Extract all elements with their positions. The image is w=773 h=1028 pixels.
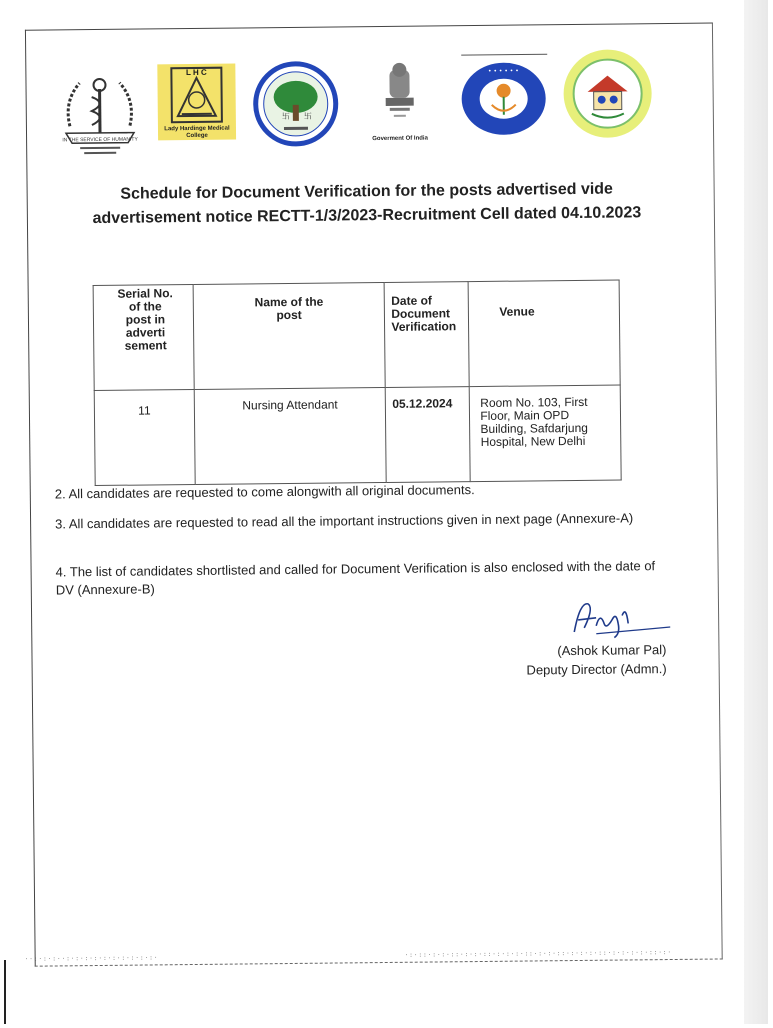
- svg-text:IN THE SERVICE OF HUMANITY: IN THE SERVICE OF HUMANITY: [62, 137, 138, 144]
- svg-text:卐: 卐: [282, 112, 290, 121]
- header-post-name: Name of the post: [193, 282, 386, 389]
- svg-text:• • • • • •: • • • • • •: [488, 68, 519, 75]
- scan-artifact: ·:·::·:·:·::·:·:·::·:·:·:·::·:·:·::·:·:·:·::·:·:·:·:·::·:·: [405, 949, 705, 962]
- header-venue: Venue: [468, 280, 620, 387]
- lhmc-caption: Lady Hardinge Medical College: [158, 126, 236, 141]
- scan-edge-mark: [4, 960, 6, 1024]
- header-dv-date: Date of Document Verification: [385, 282, 470, 388]
- title-line-1: Schedule for Document Verification for the posts advertised vide: [57, 177, 677, 207]
- signatory-designation: Deputy Director (Admn.): [472, 659, 667, 680]
- note-4: 4. The list of candidates shortlisted and called for Document Verification is also enclosed with the date of DV (Annexure-B): [56, 557, 666, 599]
- signatory-name: (Ashok Kumar Pal): [471, 640, 666, 661]
- scan-edge: [744, 0, 768, 1024]
- india-emblem-caption: Goverment Of India: [354, 135, 446, 143]
- lhmc-logo-icon: [157, 64, 236, 141]
- cell-serial: 11: [94, 389, 195, 485]
- note-2: 2. All candidates are requested to come alongwith all original documents.: [55, 479, 665, 503]
- cell-post-name: Nursing Attendant: [194, 387, 386, 484]
- rhtc-logo-icon: [561, 47, 654, 140]
- svg-text:卐: 卐: [304, 112, 312, 121]
- cell-venue: Room No. 103, First Floor, Main OPD Building, Safdarjung Hospital, New Delhi: [470, 385, 622, 482]
- health-ministry-emblem-icon: [57, 71, 142, 162]
- table-header-row: [93, 280, 620, 391]
- scan-artifact: ··:·:·:··:·:·:·:·:·:·:·:·:·:·: [25, 955, 145, 966]
- india-emblem-icon: [363, 59, 436, 132]
- safdarjung-hospital-logo-icon: [457, 52, 550, 137]
- header-serial: Serial No. of the post in adverti sement: [93, 284, 194, 390]
- cell-dv-date: 05.12.2024: [386, 387, 471, 483]
- note-3: 3. All candidates are requested to read all the important instructions given in next page (Annexure-A): [55, 509, 665, 533]
- signatory-block: [471, 640, 666, 680]
- table-row: [94, 385, 621, 486]
- lhmc-initials: L H C: [171, 68, 221, 78]
- title-line-2: advertisement notice RECTT-1/3/2023-Recruitment Cell dated 04.10.2023: [57, 201, 677, 231]
- verification-schedule-table: [93, 280, 622, 487]
- document-title: [57, 177, 677, 231]
- rml-hospital-logo-icon: [253, 60, 338, 147]
